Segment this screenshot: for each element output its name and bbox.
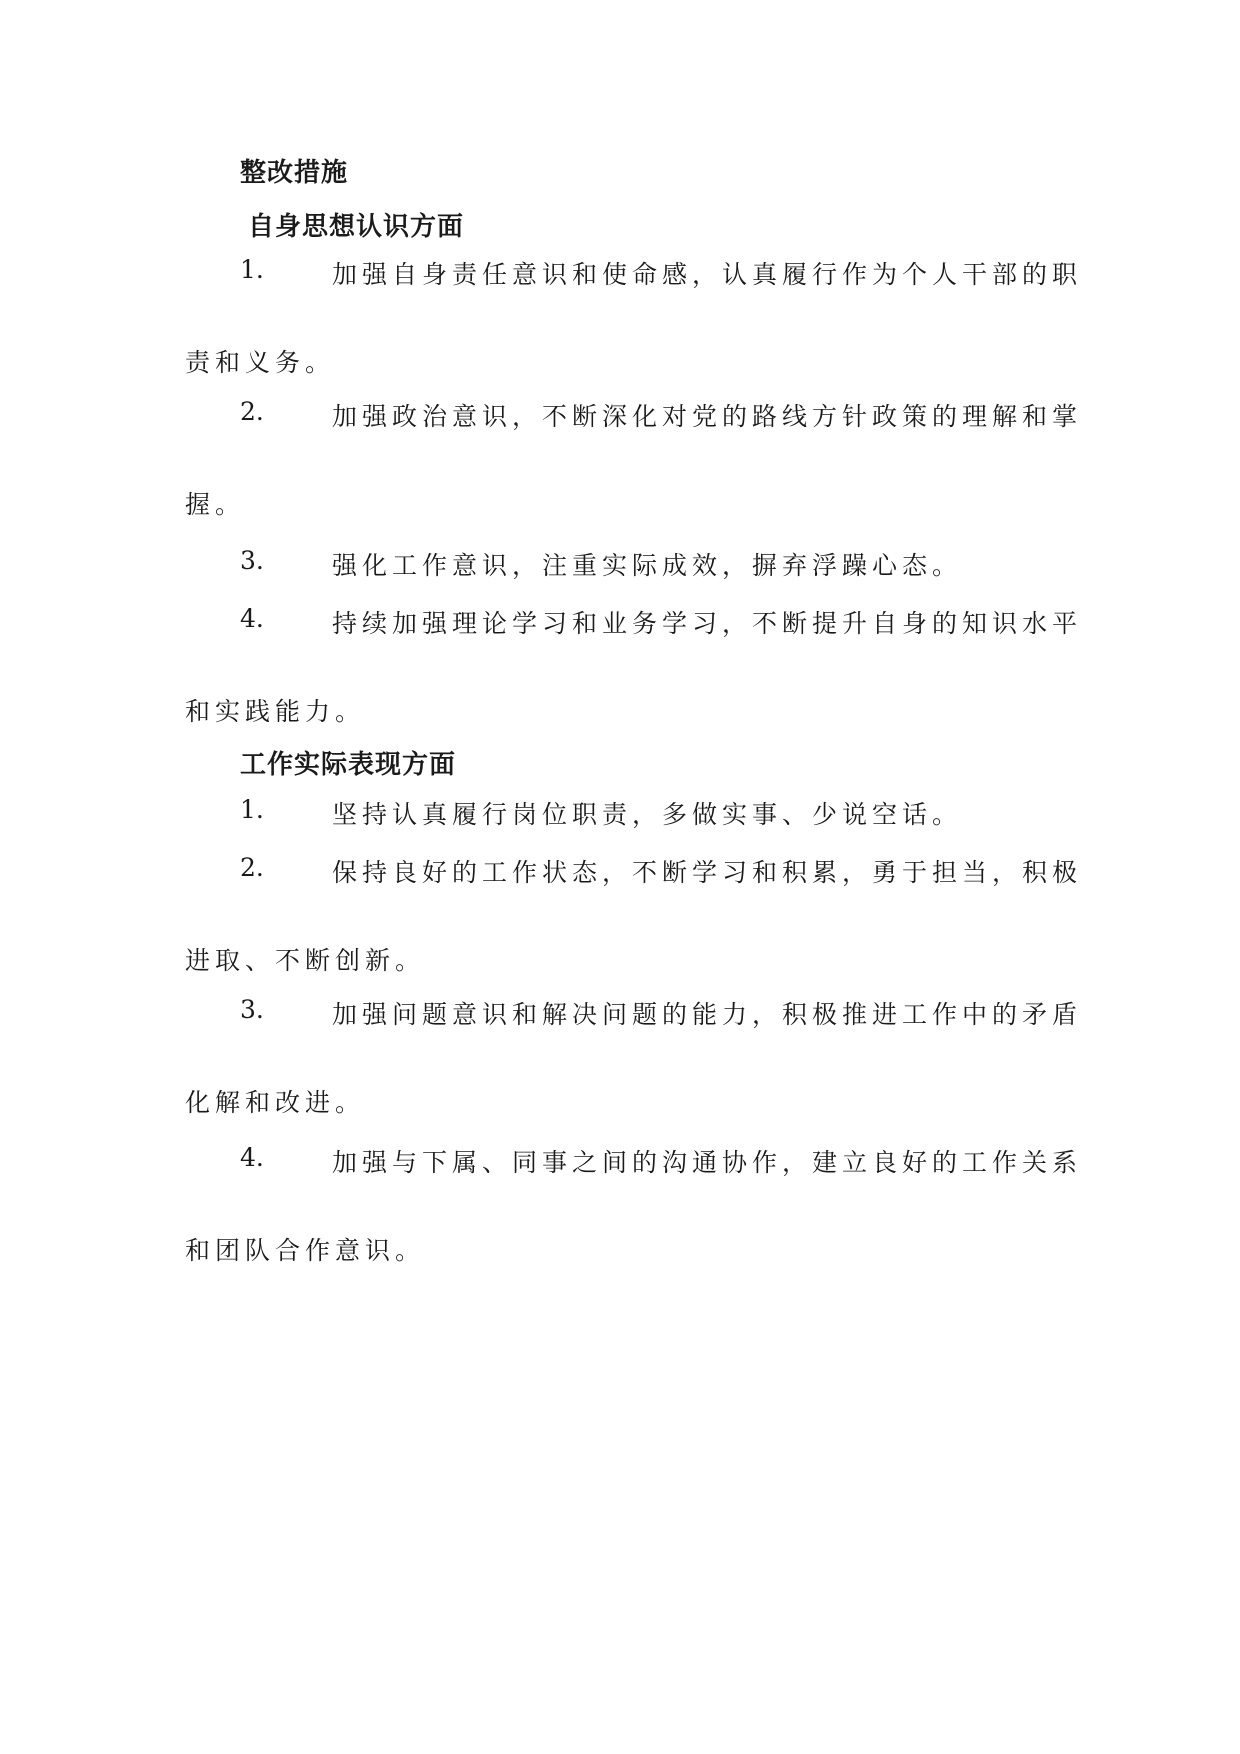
item-text-line: 保持良好的工作状态，不断学习和积累，勇于担当，积极 <box>332 858 1083 887</box>
item-text-line: 加强与下属、同事之间的沟通协作，建立良好的工作关系 <box>332 1148 1083 1177</box>
document-title: 整改措施 <box>240 158 349 188</box>
item-text-line: 加强政治意识，不断深化对党的路线方针政策的理解和掌 <box>332 402 1083 431</box>
item-text-continuation: 和实践能力。 <box>185 697 366 726</box>
item-number: 2. <box>240 397 264 426</box>
item-number: 1. <box>240 255 264 284</box>
item-text-continuation: 握。 <box>185 490 246 519</box>
item-text-line: 坚持认真履行岗位职责，多做实事、少说空话。 <box>332 800 963 829</box>
item-number: 2. <box>240 853 264 882</box>
item-number: 3. <box>240 546 264 575</box>
item-text-line: 加强问题意识和解决问题的能力，积极推进工作中的矛盾 <box>332 1000 1083 1029</box>
item-number: 4. <box>240 1143 264 1172</box>
item-number: 4. <box>240 604 264 633</box>
item-text-continuation: 进取、不断创新。 <box>185 946 426 975</box>
item-text-line: 加强自身责任意识和使命感，认真履行作为个人干部的职 <box>332 260 1083 289</box>
item-text-continuation: 和团队合作意识。 <box>185 1236 426 1265</box>
item-text-continuation: 责和义务。 <box>185 348 336 377</box>
item-text-continuation: 化解和改进。 <box>185 1088 366 1117</box>
section-heading-thinking: 自身思想认识方面 <box>248 212 465 242</box>
section-heading-work: 工作实际表现方面 <box>240 750 457 780</box>
item-text-line: 持续加强理论学习和业务学习，不断提升自身的知识水平 <box>332 609 1083 638</box>
item-text-line: 强化工作意识，注重实际成效，摒弃浮躁心态。 <box>332 551 963 580</box>
item-number: 1. <box>240 795 264 824</box>
item-number: 3. <box>240 995 264 1024</box>
